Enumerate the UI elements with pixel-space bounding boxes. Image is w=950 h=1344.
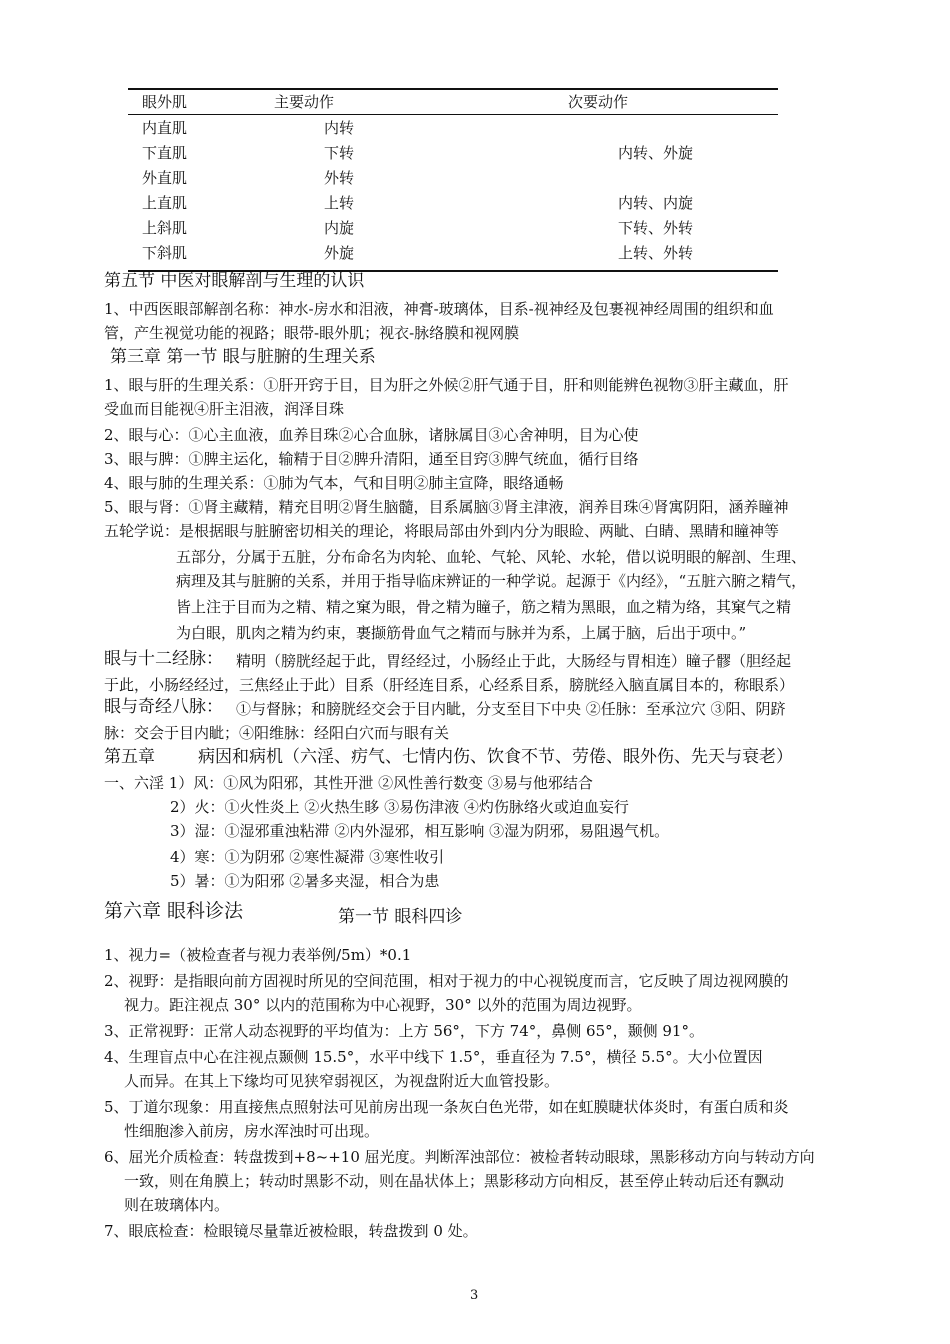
paragraph-line: 性细胞渗入前房，房水浑浊时可出现。 bbox=[124, 1122, 380, 1140]
chapter-heading: 第六章 眼科诊法 bbox=[104, 900, 244, 922]
table-cell: 外旋 bbox=[324, 244, 355, 262]
table-cell: 下转、外转 bbox=[618, 219, 694, 237]
paragraph-line: 精明（膀胱经起于此，胃经经过，小肠经止于此，大肠经与胃相连）瞳子髎（胆经起 bbox=[236, 652, 792, 670]
table-cell: 外转 bbox=[324, 169, 355, 187]
paragraph-line: 4、眼与肺的生理关系：①肺为气本，气和目明②肺主宣降，眼络通畅 bbox=[104, 474, 564, 492]
paragraph-line: 6、屈光介质检查：转盘拨到+8~+10 屈光度。判断浑浊部位：被检者转动眼球，黑影移动方向与转动方向 bbox=[104, 1148, 815, 1166]
table-cell: 下斜肌 bbox=[142, 244, 188, 262]
paragraph-line: 2、眼与心：①心主血液，血养目珠②心合血脉，诸脉属目③心舍神明，目为心使 bbox=[104, 426, 639, 444]
paragraph-line: 4、生理盲点中心在注视点颞侧 15.5°，水平中线下 1.5°，垂直径为 7.5°，横径 5.5°。大小位置因 bbox=[104, 1048, 763, 1066]
paragraph-line: 则在玻璃体内。 bbox=[124, 1196, 230, 1214]
paragraph-line: 3、正常视野：正常人动态视野的平均值为：上方 56°，下方 74°，鼻侧 65°，颞侧 91°。 bbox=[104, 1022, 704, 1040]
paragraph-line: 视力。距注视点 30° 以内的范围称为中心视野，30° 以外的范围为周边视野。 bbox=[124, 996, 642, 1014]
table-cell: 上转 bbox=[324, 194, 355, 212]
paragraph-line: 五部分，分属于五脏，分布命名为肉轮、血轮、气轮、风轮、水轮，借以说明眼的解剖、生理、 bbox=[176, 548, 807, 566]
paragraph-line: 一致，则在角膜上；转动时黑影不动，则在晶状体上；黑影移动方向相反，甚至停止转动后还有飘动 bbox=[124, 1172, 785, 1190]
table-cell: 内转、外旋 bbox=[618, 144, 694, 162]
subsection-label: 眼与十二经脉： bbox=[104, 649, 223, 669]
paragraph-line: 病理及其与脏腑的关系，并用于指导临床辨证的一种学说。起源于《内经》，“五脏六腑之精气， bbox=[176, 572, 807, 590]
paragraph-line: 5）暑：①为阳邪 ②暑多夹湿，相合为患 bbox=[170, 872, 440, 890]
chapter-title: 病因和病机（六淫、疠气、七情内伤、饮食不节、劳倦、眼外伤、先天与衰老） bbox=[198, 747, 793, 767]
paragraph-line: 脉：交会于目内眦；④阳维脉：经阳白穴而与眼有关 bbox=[104, 724, 450, 742]
paragraph-line: 3、眼与脾：①脾主运化，输精于目②脾升清阳，通至目窍③脾气统血，循行目络 bbox=[104, 450, 639, 468]
table-cell: 内直肌 bbox=[142, 119, 188, 137]
paragraph-line: 3）湿：①湿邪重浊粘滞 ②内外湿邪，相互影响 ③湿为阴邪，易阻遏气机。 bbox=[170, 822, 670, 840]
paragraph-line: 人而异。在其上下缘均可见狭窄弱视区，为视盘附近大血管投影。 bbox=[124, 1072, 560, 1090]
table-cell: 下直肌 bbox=[142, 144, 188, 162]
paragraph-line: 于此，小肠经经过，三焦经止于此）目系（肝经连目系，心经系目系，膀胱经入脑直属目本的，称眼系） bbox=[104, 676, 795, 694]
paragraph-line: 1、中西医眼部解剖名称：神水-房水和泪液，神膏-玻璃体，目系-视神经及包裹视神经周围的组织和血 bbox=[104, 300, 774, 318]
table-cell: 内转 bbox=[324, 119, 355, 137]
paragraph-line: 管，产生视觉功能的视路；眼带-眼外肌；视衣-脉络膜和视网膜 bbox=[104, 324, 520, 342]
table-header-secondary: 次要动作 bbox=[568, 93, 629, 111]
paragraph-line: 7、眼底检查：检眼镜尽量靠近被检眼，转盘拨到 0 处。 bbox=[104, 1222, 478, 1240]
paragraph-line: 1、视力=（被检查者与视力表举例/5m）*0.1 bbox=[104, 946, 412, 964]
table-top-rule bbox=[128, 88, 778, 90]
paragraph-line: 4）寒：①为阴邪 ②寒性凝滞 ③寒性收引 bbox=[170, 848, 445, 866]
paragraph-line: 皆上注于目而为之精、精之窠为眼，骨之精为瞳子，筋之精为黑眼，血之精为络，其窠气之精 bbox=[176, 598, 792, 616]
paragraph-line: 5、眼与肾：①肾主藏精，精充目明②肾生脑髓，目系属脑③肾主津液，润养目珠④肾寓阴阳，涵养瞳神 bbox=[104, 498, 789, 516]
table-cell: 上直肌 bbox=[142, 194, 188, 212]
table-cell: 上转、外转 bbox=[618, 244, 694, 262]
paragraph-line: 5、丁道尔现象：用直接焦点照射法可见前房出现一条灰白色光带，如在虹膜睫状体炎时，有蛋白质和炎 bbox=[104, 1098, 789, 1116]
table-cell: 内转、内旋 bbox=[618, 194, 694, 212]
section-heading: 第一节 眼科四诊 bbox=[338, 907, 463, 927]
paragraph-line: 五轮学说：是根据眼与脏腑密切相关的理论，将眼局部由外到内分为眼睑、两眦、白睛、黑睛和瞳神等 bbox=[104, 522, 780, 540]
chapter-heading: 第三章 第一节 眼与脏腑的生理关系 bbox=[110, 347, 376, 367]
section-heading: 第五节 中医对眼解剖与生理的认识 bbox=[104, 271, 365, 291]
paragraph-line: ①与督脉；和膀胱经交会于目内眦，分支至目下中央 ②任脉：至承泣穴 ③阳、阴跻 bbox=[236, 700, 786, 718]
paragraph-line: 为白眼，肌肉之精为约束，裹撷筋骨血气之精而与脉并为系，上属于脑，后出于项中。” bbox=[176, 624, 747, 642]
paragraph-line: 一、六淫 1）风：①风为阳邪，其性开泄 ②风性善行数变 ③易与他邪结合 bbox=[104, 774, 593, 792]
table-header-primary: 主要动作 bbox=[274, 93, 335, 111]
table-cell: 外直肌 bbox=[142, 169, 188, 187]
table-cell: 下转 bbox=[324, 144, 355, 162]
table-cell: 上斜肌 bbox=[142, 219, 188, 237]
paragraph-line: 受血而目能视④肝主泪液，润泽目珠 bbox=[104, 400, 345, 418]
paragraph-line: 2）火：①火性炎上 ②火热生眵 ③易伤津液 ④灼伤脉络火或迫血妄行 bbox=[170, 798, 629, 816]
table-header-muscle: 眼外肌 bbox=[142, 93, 188, 111]
paragraph-line: 1、眼与肝的生理关系：①肝开窍于目，目为肝之外候②肝气通于目，肝和则能辨色视物③肝主藏血，肝 bbox=[104, 376, 789, 394]
table-cell: 内旋 bbox=[324, 219, 355, 237]
chapter-heading: 第五章 bbox=[104, 747, 155, 767]
paragraph-line: 2、视野：是指眼向前方固视时所见的空间范围，相对于视力的中心视锐度而言，它反映了周边视网膜的 bbox=[104, 972, 789, 990]
page-number: 3 bbox=[470, 1288, 479, 1303]
subsection-label: 眼与奇经八脉： bbox=[104, 697, 223, 717]
table-header-rule bbox=[128, 114, 778, 115]
